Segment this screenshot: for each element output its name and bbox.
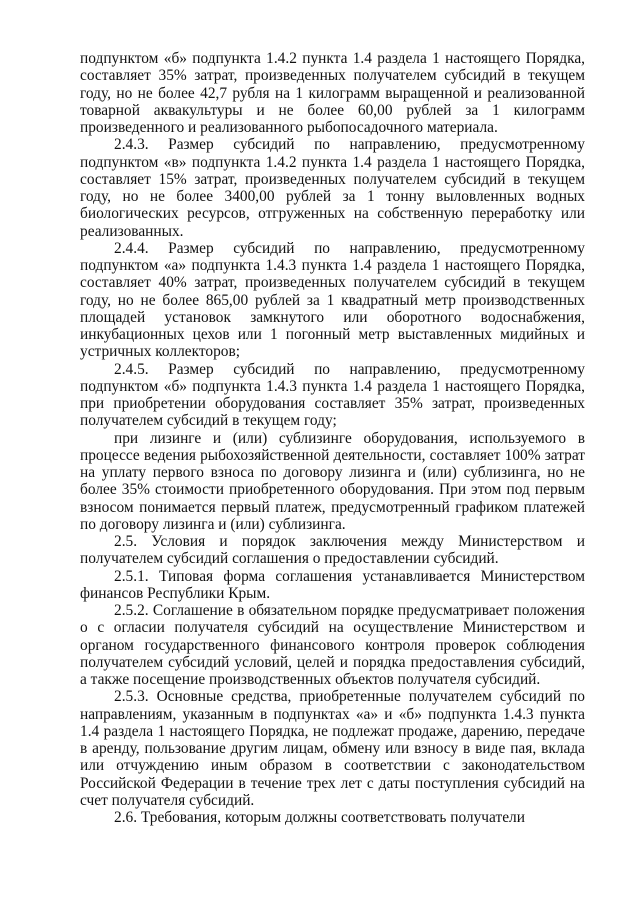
paragraph-2-5-1: 2.5.1. Типовая форма соглашения устанавливается Министерством финансов Республики Крым. bbox=[80, 567, 585, 602]
paragraph-2-6: 2.6. Требования, которым должны соответствовать получатели bbox=[114, 809, 525, 826]
paragraph-leasing: при лизинге и (или) сублизинге оборудования, используемого в процессе ведения рыбохозяйственной деятельности, составляет 100% затрат на уплату первого взноса по договору лизинга и (или) сублизинга, но не более 35% стоимости приобретенного оборудования. При этом под первым взносом понимается первый платеж, предусмотренный графиком платежей по договору лизинга и (или) сублизинга. bbox=[80, 429, 585, 533]
paragraph-2-4-3: 2.4.3. Размер субсидий по направлению, предусмотренному подпунктом «в» подпункта 1.4.2 пункта 1.4 раздела 1 настоящего Порядка, составляет 15% затрат, произведенных получателем субсидий в текущем году, но не более 3400,00 рублей за 1 тонну выловленных водных биологических ресурсов, отгруженных на собственную переработку или реализованных. bbox=[80, 136, 585, 240]
paragraph-2-5: 2.5. Условия и порядок заключения между Министерством и получателем субсидий соглашения о предоставлении субсидий. bbox=[80, 533, 585, 568]
paragraph-1-continuation: подпунктом «б» подпункта 1.4.2 пункта 1.4 раздела 1 настоящего Порядка, составляет 35% затрат, произведенных получателем субсидий в текущем году, но не более 42,7 рубля на 1 килограмм выращенной и реализованной товарной аквакультуры и не более 60,00 рублей за 1 килограмм произведенного и реализованного рыбопосадочного материала. bbox=[80, 50, 585, 136]
document-page bbox=[80, 50, 585, 826]
paragraph-2-5-3: 2.5.3. Основные средства, приобретенные получателем субсидий по направлениям, указанным в подпунктах «а» и «б» подпункта 1.4.3 пункта 1.4 раздела 1 настоящего Порядка, не подлежат продаже, дарению, передаче в аренду, пользование другим лицам, обмену или взносу в виде пая, вклада или отчуждению иным образом в соответствии с законодательством Российской Федерации в течение трех лет с даты поступления субсидий на счет получателя субсидий. bbox=[80, 688, 585, 809]
paragraph-2-5-2: 2.5.2. Соглашение в обязательном порядке предусматривает положения о с огласии получателя субсидий на осуществление Министерством и органом государственного финансового контроля проверок соблюдения получателем субсидий условий, целей и порядка предоставления субсидий, а также посещение производственных объектов получателя субсидий. bbox=[80, 602, 585, 688]
paragraph-2-4-4: 2.4.4. Размер субсидий по направлению, предусмотренному подпунктом «а» подпункта 1.4.3 пункта 1.4 раздела 1 настоящего Порядка, составляет 40% затрат, произведенных получателем субсидий в текущем году, но не более 865,00 рублей за 1 квадратный метр производственных площадей установок замкнутого или оборотного водоснабжения, инкубационных цехов или 1 погонный метр выставленных мидийных и устричных коллекторов; bbox=[80, 239, 585, 361]
paragraph-2-4-5: 2.4.5. Размер субсидий по направлению, предусмотренному подпунктом «б» подпункта 1.4.3 пункта 1.4 раздела 1 настоящего Порядка, при приобретении оборудования составляет 35% затрат, произведенных получателем субсидий в текущем году; bbox=[80, 360, 585, 430]
